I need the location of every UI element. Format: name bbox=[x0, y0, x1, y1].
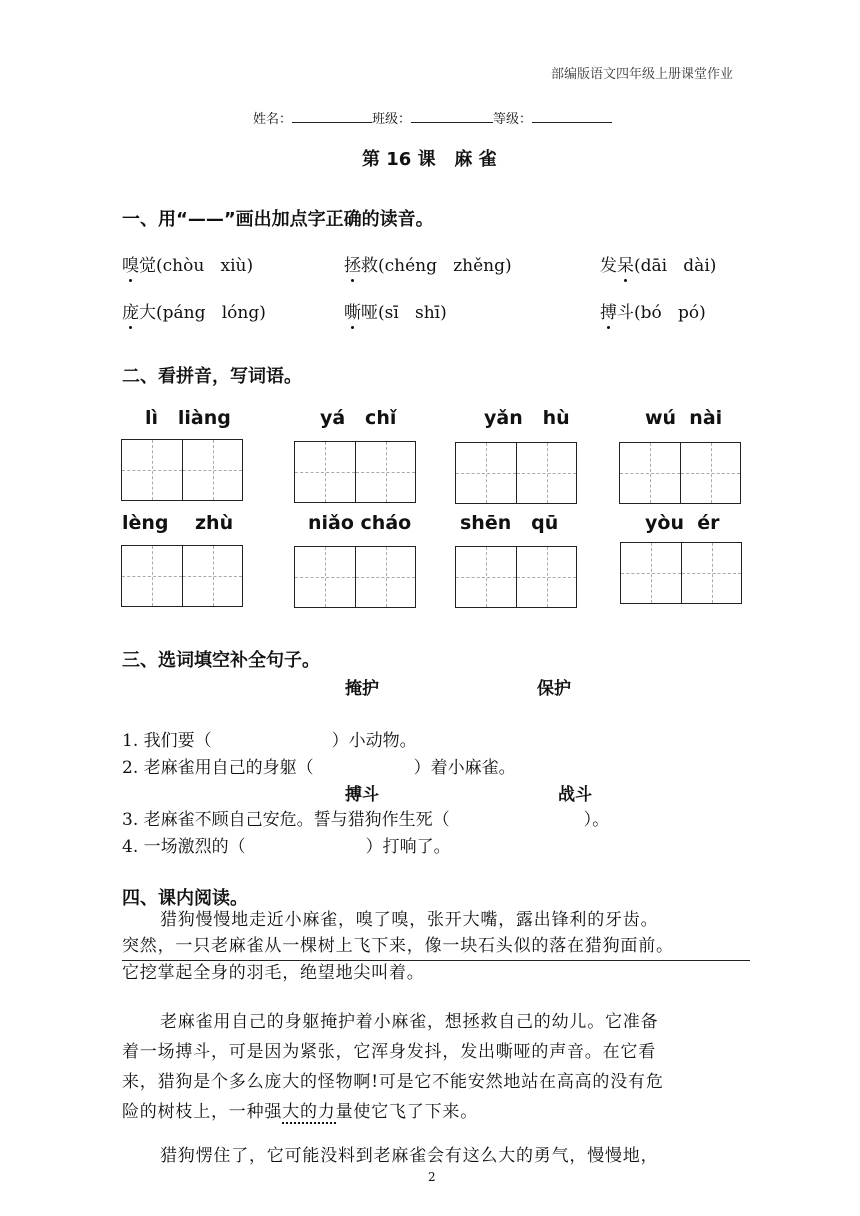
grade-blank[interactable] bbox=[532, 108, 612, 123]
pinyin-options: (sī shī) bbox=[378, 303, 447, 323]
writing-grid[interactable] bbox=[619, 442, 741, 504]
lesson-title: 第 16 课 麻 雀 bbox=[362, 149, 497, 170]
name-label: 姓名： bbox=[253, 112, 293, 127]
word-choice: 战斗 bbox=[558, 785, 592, 805]
section1-item: 拯救(chéng zhěng) bbox=[344, 256, 512, 276]
dotted-char: 搏 bbox=[600, 303, 617, 323]
word-choice: 搏斗 bbox=[345, 785, 379, 805]
writing-grid[interactable] bbox=[121, 545, 243, 607]
pinyin-options: (chéng zhěng) bbox=[378, 256, 512, 276]
writing-grid[interactable] bbox=[121, 439, 243, 501]
word-choice: 保护 bbox=[537, 679, 571, 699]
pinyin-options: (chòu xiù) bbox=[156, 256, 254, 276]
dotted-words: 大的力 bbox=[282, 1102, 336, 1122]
pinyin-label: niǎo cháo bbox=[308, 512, 412, 534]
pinyin-options: (páng lóng) bbox=[156, 303, 266, 323]
pinyin-label: wú nài bbox=[645, 407, 723, 429]
dotted-char: 庞 bbox=[122, 303, 139, 323]
pinyin-label: yòu ér bbox=[645, 512, 720, 534]
page-number: 2 bbox=[428, 1170, 436, 1184]
reading-line-underlined: 突然，一只老麻雀从一棵树上飞下来，像一块石头似的落在猎狗面前。 bbox=[122, 936, 674, 956]
reading-line: 险的树枝上，一种强大的力量使它飞了下来。 bbox=[122, 1102, 479, 1122]
pinyin-label: yǎn hù bbox=[484, 407, 570, 429]
pinyin-label: yá chǐ bbox=[320, 407, 397, 429]
writing-grid[interactable] bbox=[294, 441, 416, 503]
section2-title: 二、看拼音，写词语。 bbox=[122, 366, 302, 387]
fill-blank[interactable] bbox=[212, 732, 332, 746]
fill-sentence-2: 2. 老麻雀用自己的身躯（ ）着小麻雀。 bbox=[122, 758, 516, 778]
grade-label: 等级： bbox=[493, 112, 533, 127]
reading-line: 老麻雀用自己的身躯掩护着小麻雀，想拯救自己的幼儿。它准备 bbox=[160, 1012, 659, 1032]
pinyin-options: (bó pó) bbox=[634, 303, 706, 323]
reading-line: 着一场搏斗，可是因为紧张，它浑身发抖，发出嘶哑的声音。在它看 bbox=[122, 1042, 656, 1062]
reading-line: 它挖掌起全身的羽毛，绝望地尖叫着。 bbox=[122, 963, 425, 983]
dotted-char: 呆 bbox=[617, 256, 634, 276]
section1-item: 搏斗(bó pó) bbox=[600, 303, 706, 323]
dotted-char: 嗅 bbox=[122, 256, 139, 276]
class-label: 班级： bbox=[372, 112, 412, 127]
reading-line: 猎狗慢慢地走近小麻雀，嗅了嗅，张开大嘴，露出锋利的牙齿。 bbox=[160, 910, 659, 930]
section4-title: 四、课内阅读。 bbox=[122, 888, 248, 909]
dotted-char: 拯 bbox=[344, 256, 361, 276]
section1-item: 庞大(páng lóng) bbox=[122, 303, 266, 323]
pinyin-label: lì liàng bbox=[145, 407, 231, 429]
word-choice: 掩护 bbox=[345, 679, 379, 699]
reading-line: 猎狗愣住了，它可能没料到老麻雀会有这么大的勇气，慢慢地， bbox=[160, 1146, 659, 1166]
writing-grid[interactable] bbox=[620, 542, 742, 604]
header-note: 部编版语文四年级上册课堂作业 bbox=[551, 67, 734, 82]
name-blank[interactable] bbox=[292, 108, 372, 123]
writing-grid[interactable] bbox=[455, 546, 577, 608]
reading-line: 来，猎狗是个多么庞大的怪物啊!可是它不能安然地站在高高的没有危 bbox=[122, 1072, 664, 1092]
section3-title: 三、选词填空补全句子。 bbox=[122, 650, 320, 671]
fill-blank[interactable] bbox=[246, 838, 366, 852]
dotted-char: 嘶 bbox=[344, 303, 361, 323]
fill-sentence-1: 1. 我们要（ ）小动物。 bbox=[122, 731, 417, 751]
fill-sentence-4: 4. 一场激烈的（ ）打响了。 bbox=[122, 837, 451, 857]
writing-grid[interactable] bbox=[294, 546, 416, 608]
pinyin-label: shēn qū bbox=[460, 512, 559, 534]
section1-title: 一、用“——”画出加点字正确的读音。 bbox=[122, 209, 434, 230]
pinyin-label: lèng zhù bbox=[122, 512, 234, 534]
section1-item: 嘶哑(sī shī) bbox=[344, 303, 447, 323]
student-info-line bbox=[253, 108, 612, 127]
class-blank[interactable] bbox=[411, 108, 493, 123]
section1-item: 嗅觉(chòu xiù) bbox=[122, 256, 254, 276]
fill-blank[interactable] bbox=[314, 759, 414, 773]
section1-item: 发呆(dāi dài) bbox=[600, 256, 717, 276]
writing-grid[interactable] bbox=[455, 442, 577, 504]
fill-blank[interactable] bbox=[450, 811, 584, 825]
pinyin-options: (dāi dài) bbox=[634, 256, 717, 276]
fill-sentence-3: 3. 老麻雀不顾自己安危。誓与猎狗作生死（ ）。 bbox=[122, 810, 610, 830]
